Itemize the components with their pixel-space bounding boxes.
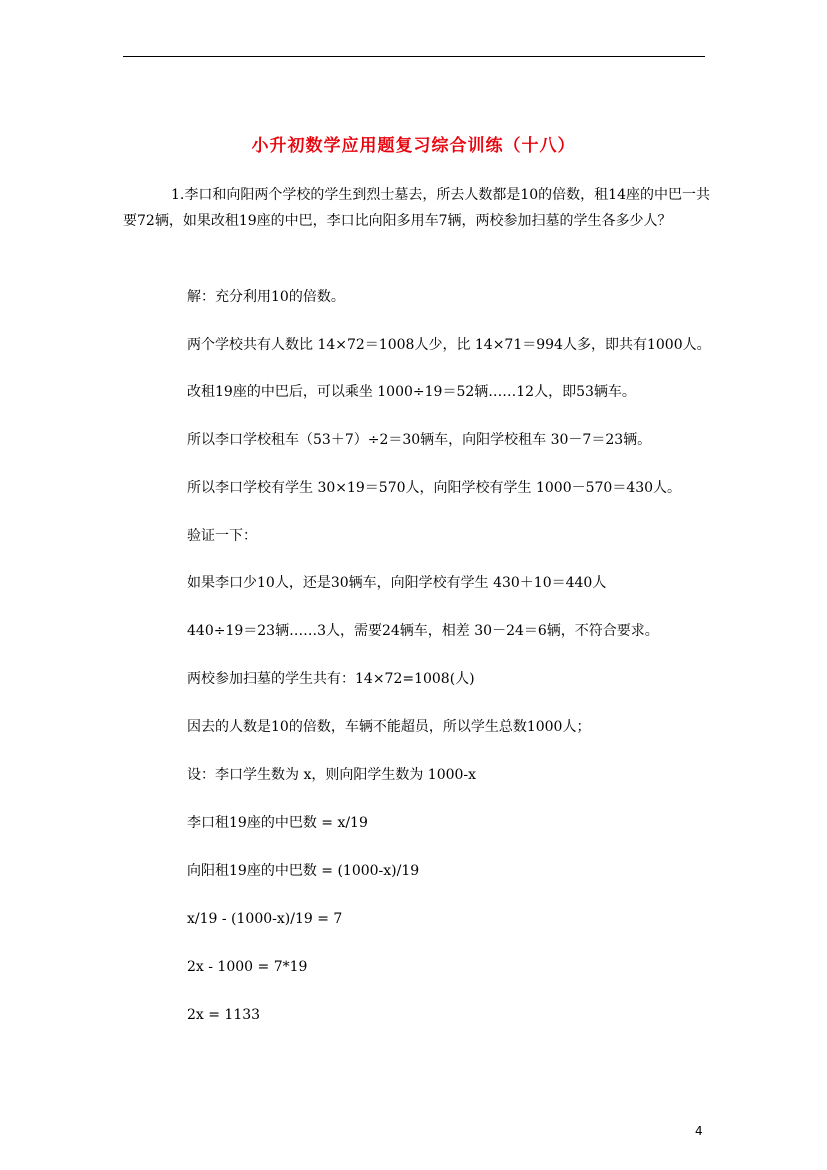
solution-line: 440÷19＝23辆……3人，需要24辆车，相差 30－24＝6辆，不符合要求。 bbox=[187, 623, 659, 639]
solution-line: 向阳租19座的中巴数 = (1000-x)/19 bbox=[187, 863, 420, 879]
question-text: 1.李口和向阳两个学校的学生到烈士墓去，所去人数都是10的倍数，租14座的中巴一共要72辆，如果改租19座的中巴，李口比向阳多用车7辆，两校参加扫墓的学生各多少人？ bbox=[123, 187, 710, 229]
solution-line: 李口租19座的中巴数 = x/19 bbox=[187, 815, 368, 831]
solution-line: 所以李口学校有学生 30×19＝570人，向阳学校有学生 1000－570＝430人。 bbox=[187, 480, 682, 496]
solution-line: 如果李口少10人，还是30辆车，向阳学校有学生 430＋10＝440人 bbox=[187, 575, 607, 591]
page-number: 4 bbox=[695, 1124, 703, 1138]
solution-line: 2x = 1133 bbox=[187, 1007, 261, 1023]
solution-line: 因去的人数是10的倍数，车辆不能超员，所以学生总数1000人； bbox=[187, 719, 591, 735]
solution-line: 所以李口学校租车（53＋7）÷2＝30辆车，向阳学校租车 30－7＝23辆。 bbox=[187, 432, 652, 448]
header-rule bbox=[123, 56, 705, 57]
solution-line: 两个学校共有人数比 14×72＝1008人少，比 14×71＝994人多，即共有1000人。 bbox=[187, 337, 711, 353]
solution-line: 验证一下： bbox=[187, 528, 257, 544]
solution-line: 设：李口学生数为 x，则向阳学生数为 1000-x bbox=[187, 767, 477, 783]
solution-line: 2x - 1000 = 7*19 bbox=[187, 959, 308, 975]
solution-line: 解：充分利用10的倍数。 bbox=[187, 289, 345, 305]
solution-line: 两校参加扫墓的学生共有：14×72=1008(人) bbox=[187, 671, 475, 687]
solution-line: 改租19座的中巴后，可以乘坐 1000÷19＝52辆……12人，即53辆车。 bbox=[187, 384, 636, 400]
page-title: 小升初数学应用题复习综合训练（十八） bbox=[251, 136, 576, 156]
solution-line: x/19 - (1000-x)/19 = 7 bbox=[187, 911, 343, 927]
